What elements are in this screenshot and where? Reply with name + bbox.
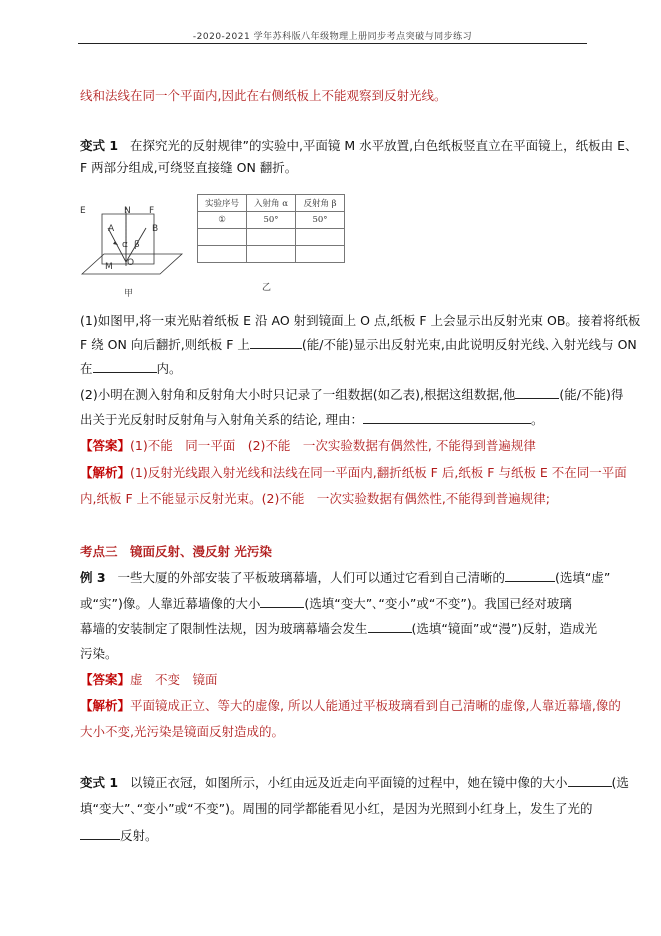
q2-text-a: (2)小明在测入射角和反射角大小时只记录了一组数据(如乙表),根据这组数据,他 — [80, 387, 516, 402]
example3-line3 — [80, 620, 598, 638]
table-header-cell: 反射角 β — [296, 195, 345, 212]
variant1b-label: 变式 1 — [80, 775, 119, 790]
table-header-cell: 入射角 α — [247, 195, 296, 212]
example3-answer — [80, 671, 585, 689]
experiment-data-table — [197, 194, 345, 263]
label-n: N — [124, 206, 131, 216]
table-caption-yi: 乙 — [262, 283, 272, 293]
label-a: A — [108, 224, 115, 234]
q2-text-c: 出关于光反射时反射角与入射角关系的结论, 理由： — [80, 412, 363, 427]
label-b: B — [152, 224, 159, 234]
variant1-label: 变式 1 — [80, 138, 119, 153]
intro-text: 线和法线在同一个平面内,因此在右侧纸板上不能观察到反射光线。 — [80, 88, 447, 103]
header-divider — [78, 43, 587, 44]
topic3-title: 考点三 镜面反射、漫反射 光污染 — [80, 544, 272, 559]
table-cell — [296, 246, 345, 263]
table-row — [198, 229, 345, 246]
answer-blank — [368, 620, 412, 633]
q2-text-b: (能/不能)得 — [559, 387, 624, 402]
variant1-stem-text: 在探究光的反射规律”的实验中,平面镜 M 水平放置,白色纸板竖直立在平面镜上，纸板由 E、 — [129, 138, 638, 153]
table-cell — [198, 229, 247, 246]
q1-line1: (1)如图甲,将一束光贴着纸板 E 沿 AO 射到镜面上 O 点,纸板 F 上会显示出反射光束 OB。接着将纸板 — [80, 313, 641, 328]
table-row — [198, 246, 345, 263]
table-cell — [198, 246, 247, 263]
label-e: E — [80, 206, 86, 216]
analysis-tag: 【解析】 — [80, 465, 131, 480]
variant1b-text-a: 以镜正衣冠，如图所示，小红由远及近走向平面镜的过程中，她在镜中像的大小 — [129, 775, 568, 790]
example3-text-c: 或“实”)像。人靠近幕墙像的大小 — [80, 596, 261, 611]
answer-text: (1)不能 同一平面 (2)不能 一次实验数据有偶然性, 不能得到普遍规律 — [130, 438, 536, 453]
variant1-analysis-line2: 内,纸板 F 上不能显示反射光束。(2)不能 一次实验数据有偶然性,不能得到普遍规律; — [80, 491, 551, 506]
variant1-stem-line1 — [80, 137, 638, 155]
answer-blank — [93, 360, 157, 373]
q2-text-d: 。 — [530, 412, 544, 427]
example3-text-b: (选填“虚” — [555, 570, 611, 585]
answer-blank — [250, 336, 302, 349]
answer-blank — [260, 595, 304, 608]
example3-line4: 污染。 — [80, 646, 118, 661]
example3-line2 — [80, 595, 585, 613]
label-m: M — [105, 262, 113, 272]
table-row — [198, 212, 345, 229]
example3-line1 — [80, 569, 611, 587]
example3-analysis-line1 — [80, 697, 621, 715]
variant1b-line3 — [80, 827, 585, 845]
table-cell — [247, 229, 296, 246]
table-cell: ① — [198, 212, 247, 229]
answer-tag: 【答案】 — [80, 672, 131, 687]
table-cell — [296, 229, 345, 246]
answer-blank — [80, 827, 120, 840]
example3-text-d: (选填“变大”､“变小”或“不变”)。我国已经对玻璃 — [304, 596, 572, 611]
table-header-cell: 实验序号 — [198, 195, 247, 212]
answer-text: 虚 不变 镜面 — [130, 672, 218, 687]
q1-text-a: F 绕 ON 向后翻折,则纸板 F 上 — [80, 337, 250, 352]
q2-line1 — [80, 386, 624, 404]
example3-analysis-line2: 大小不变,光污染是镜面反射造成的。 — [80, 724, 284, 739]
answer-tag: 【答案】 — [80, 438, 131, 453]
variant1-stem-line2: F 两部分组成,可绕竖直接缝 ON 翻折。 — [80, 160, 298, 175]
reflection-apparatus-figure — [80, 202, 184, 292]
variant1-answer — [80, 437, 585, 455]
label-beta: β — [134, 240, 140, 250]
variant1b-text-c: 反射。 — [120, 828, 158, 843]
table-header-row — [198, 195, 345, 212]
answer-blank — [515, 386, 559, 399]
variant1b-line1 — [80, 774, 629, 792]
table-cell: 50° — [247, 212, 296, 229]
q1-text-c: 在 — [80, 361, 93, 376]
variant1b-line2: 填“变大”､“变小”或“不变”)。周围的同学都能看见小红，是因为光照到小红身上，发生了光的 — [80, 801, 593, 816]
analysis-text: 平面镜成正立、等大的虚像, 所以人能通过平板玻璃看到自己清晰的虚像,人靠近幕墙,像的 — [130, 698, 621, 713]
answer-blank — [363, 411, 531, 424]
page-header: -2020-2021 学年苏科版八年级物理上册同步考点突破与同步练习 — [192, 32, 473, 42]
q1-text-d: 内。 — [156, 361, 182, 376]
q1-text-b: (能/不能)显示出反射光束,由此说明反射光线､入射光线与 ON — [301, 337, 637, 352]
table-cell: 50° — [296, 212, 345, 229]
table-cell — [247, 246, 296, 263]
q1-line2 — [80, 336, 637, 354]
label-alpha: α — [122, 240, 128, 250]
answer-blank — [505, 569, 555, 582]
label-o: O — [127, 258, 135, 268]
q1-line3 — [80, 360, 585, 378]
example3-text-e: 幕墙的安装制定了限制性法规，因为玻璃幕墙会发生 — [80, 621, 368, 636]
variant1-analysis-line1 — [80, 464, 627, 482]
analysis-text: (1)反射光线跟入射光线和法线在同一平面内,翻折纸板 F 后,纸板 F 与纸板 E 不在同一平面 — [130, 465, 627, 480]
analysis-tag: 【解析】 — [80, 698, 131, 713]
example3-label: 例 3 — [80, 570, 106, 585]
example3-text-a: 一些大厦的外部安装了平板玻璃幕墙，人们可以通过它看到自己清晰的 — [117, 570, 505, 585]
q2-line2 — [80, 411, 585, 429]
label-f: F — [149, 206, 155, 216]
variant1b-text-b: (选 — [611, 775, 629, 790]
figure-caption-jia: 甲 — [124, 289, 134, 299]
example3-text-f: (选填“镜面”或“漫”)反射，造成光 — [411, 621, 598, 636]
answer-blank — [568, 774, 612, 787]
